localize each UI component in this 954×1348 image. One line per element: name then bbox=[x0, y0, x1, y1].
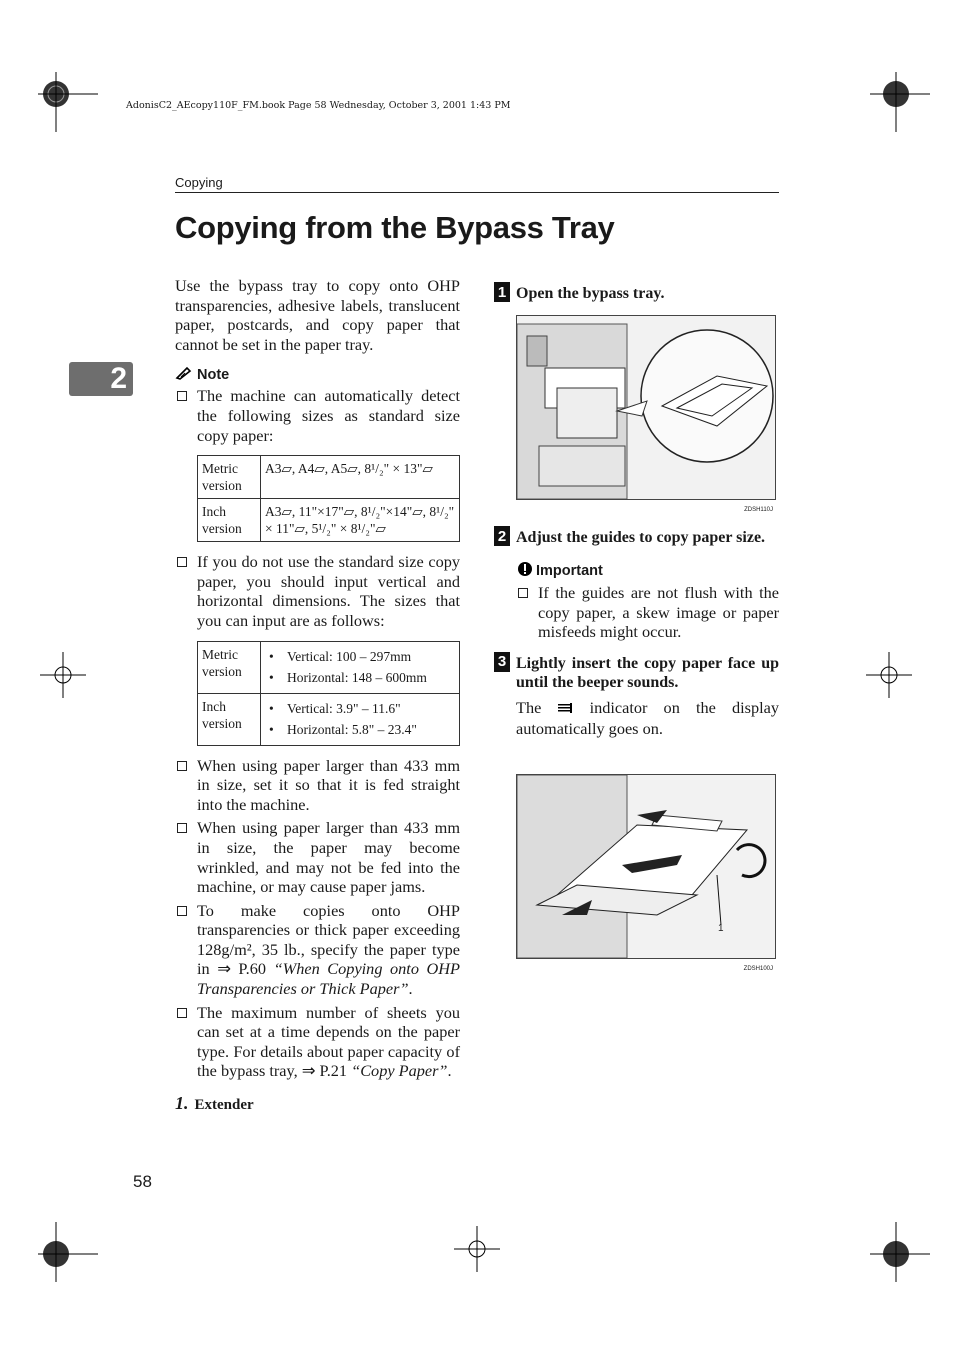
step-3-body: The indicator on the display automatically goes on. bbox=[516, 697, 779, 738]
checkbox-bullet-icon bbox=[177, 391, 187, 401]
open-bypass-tray-illustration bbox=[516, 315, 776, 513]
step-number-badge: 3 bbox=[494, 652, 510, 672]
table-row bbox=[198, 499, 460, 542]
note-item: The maximum number of sheets you can set at a time depends on the paper type. For details about paper capacity of the bypass tray, ⇒ P.21 “Copy Paper”. bbox=[175, 1003, 460, 1081]
checkbox-bullet-icon bbox=[177, 557, 187, 567]
cross-reference-link[interactable]: “Copy Paper” bbox=[351, 1061, 448, 1081]
crosshair-mark-right bbox=[866, 652, 912, 698]
table-cell-value: A3▱, A4▱, A5▱, 8¹/₂" × 13"▱ bbox=[261, 456, 460, 499]
chapter-number: 2 bbox=[110, 362, 127, 395]
crosshair-mark-bottom-center bbox=[454, 1226, 500, 1272]
step-number-badge: 2 bbox=[494, 526, 510, 546]
step-3 bbox=[494, 652, 779, 692]
table-cell-value: A3▱, 11"×17"▱, 8¹/₂"×14"▱, 8¹/₂" × 11"▱, 5¹/₂" × 8¹/₂"▱ bbox=[261, 499, 460, 542]
list-item: • Horizontal: 5.8" – 23.4" bbox=[265, 719, 455, 741]
table-row bbox=[198, 456, 460, 499]
note-item: When using paper larger than 433 mm in size, the paper may become wrinkled, and may not be fed into the machine, or may cause paper jams. bbox=[175, 818, 460, 896]
page-number: 58 bbox=[133, 1172, 152, 1191]
right-column bbox=[494, 282, 779, 973]
table-cell-label: Inch version bbox=[198, 693, 261, 745]
checkbox-bullet-icon bbox=[177, 1008, 187, 1018]
pencil-icon bbox=[175, 366, 193, 384]
figure-code: ZDSH110J bbox=[744, 507, 773, 513]
figure-callout-legend bbox=[175, 1093, 460, 1114]
checkbox-bullet-icon bbox=[177, 823, 187, 833]
registration-mark-top-right bbox=[870, 72, 930, 132]
note-item: The machine can automatically detect the following sizes as standard size copy paper: bbox=[175, 386, 460, 445]
left-column bbox=[175, 276, 460, 1114]
step-number-badge: 1 bbox=[494, 282, 510, 302]
section-label: Copying bbox=[175, 175, 223, 190]
important-heading: Important bbox=[516, 561, 779, 581]
table-cell-label: Metric version bbox=[198, 641, 261, 693]
page-title: Copying from the Bypass Tray bbox=[175, 210, 615, 245]
table-cell-label: Metric version bbox=[198, 456, 261, 499]
note-item: When using paper larger than 433 mm in size, set it so that it is fed straight into the machine. bbox=[175, 756, 460, 815]
registration-mark-bottom-left bbox=[38, 1222, 98, 1282]
custom-size-table bbox=[197, 641, 460, 746]
figure-callout-number: 1 bbox=[718, 923, 724, 935]
checkbox-bullet-icon bbox=[518, 588, 528, 598]
callout-label: Extender bbox=[194, 1097, 254, 1114]
step-text: Lightly insert the copy paper face up until the beeper sounds. bbox=[516, 654, 779, 691]
cross-reference-link[interactable]: “When Copying onto OHP Transparencies or Thick Paper” bbox=[197, 959, 460, 999]
list-item: • Vertical: 3.9" – 11.6" bbox=[265, 698, 455, 720]
intro-paragraph: Use the bypass tray to copy onto OHP transparencies, adhesive labels, translucent paper, postcards, and copy paper that cannot be set in the paper tray. bbox=[175, 276, 460, 354]
registration-mark-top-left bbox=[38, 72, 98, 132]
chapter-tab bbox=[69, 362, 133, 396]
step-2 bbox=[494, 526, 779, 547]
important-item: If the guides are not flush with the copy paper, a skew image or paper misfeeds might occur. bbox=[516, 583, 779, 642]
checkbox-bullet-icon bbox=[177, 761, 187, 771]
registration-mark-bottom-right bbox=[870, 1222, 930, 1282]
step-1 bbox=[494, 282, 779, 303]
bypass-indicator-icon bbox=[557, 699, 573, 719]
step-text: Adjust the guides to copy paper size. bbox=[516, 529, 766, 546]
step-text: Open the bypass tray. bbox=[516, 285, 665, 302]
note-heading: Note bbox=[175, 366, 460, 384]
header-divider bbox=[175, 192, 779, 193]
standard-size-table bbox=[197, 455, 460, 542]
table-row bbox=[198, 693, 460, 745]
list-item: • Vertical: 100 – 297mm bbox=[265, 646, 455, 668]
callout-number: 1. bbox=[175, 1093, 189, 1114]
note-item: If you do not use the standard size copy paper, you should input vertical and horizontal dimensions. The sizes that you can input are as follows: bbox=[175, 552, 460, 630]
insert-paper-illustration bbox=[516, 774, 776, 973]
print-header: AdonisC2_AEcopy110F_FM.book Page 58 Wednesday, October 3, 2001 1:43 PM bbox=[126, 100, 511, 111]
warning-icon bbox=[516, 561, 534, 581]
crosshair-mark-left bbox=[40, 652, 86, 698]
checkbox-bullet-icon bbox=[177, 906, 187, 916]
table-cell-label: Inch version bbox=[198, 499, 261, 542]
figure-code: ZDSH100J bbox=[743, 966, 773, 973]
table-row bbox=[198, 641, 460, 693]
note-item: To make copies onto OHP transparencies or thick paper exceeding 128g/m², 35 lb., specify the paper type in ⇒ P.60 “When Copying onto OHP Transparencies or Thick Paper”. bbox=[175, 901, 460, 999]
list-item: • Horizontal: 148 – 600mm bbox=[265, 667, 455, 689]
